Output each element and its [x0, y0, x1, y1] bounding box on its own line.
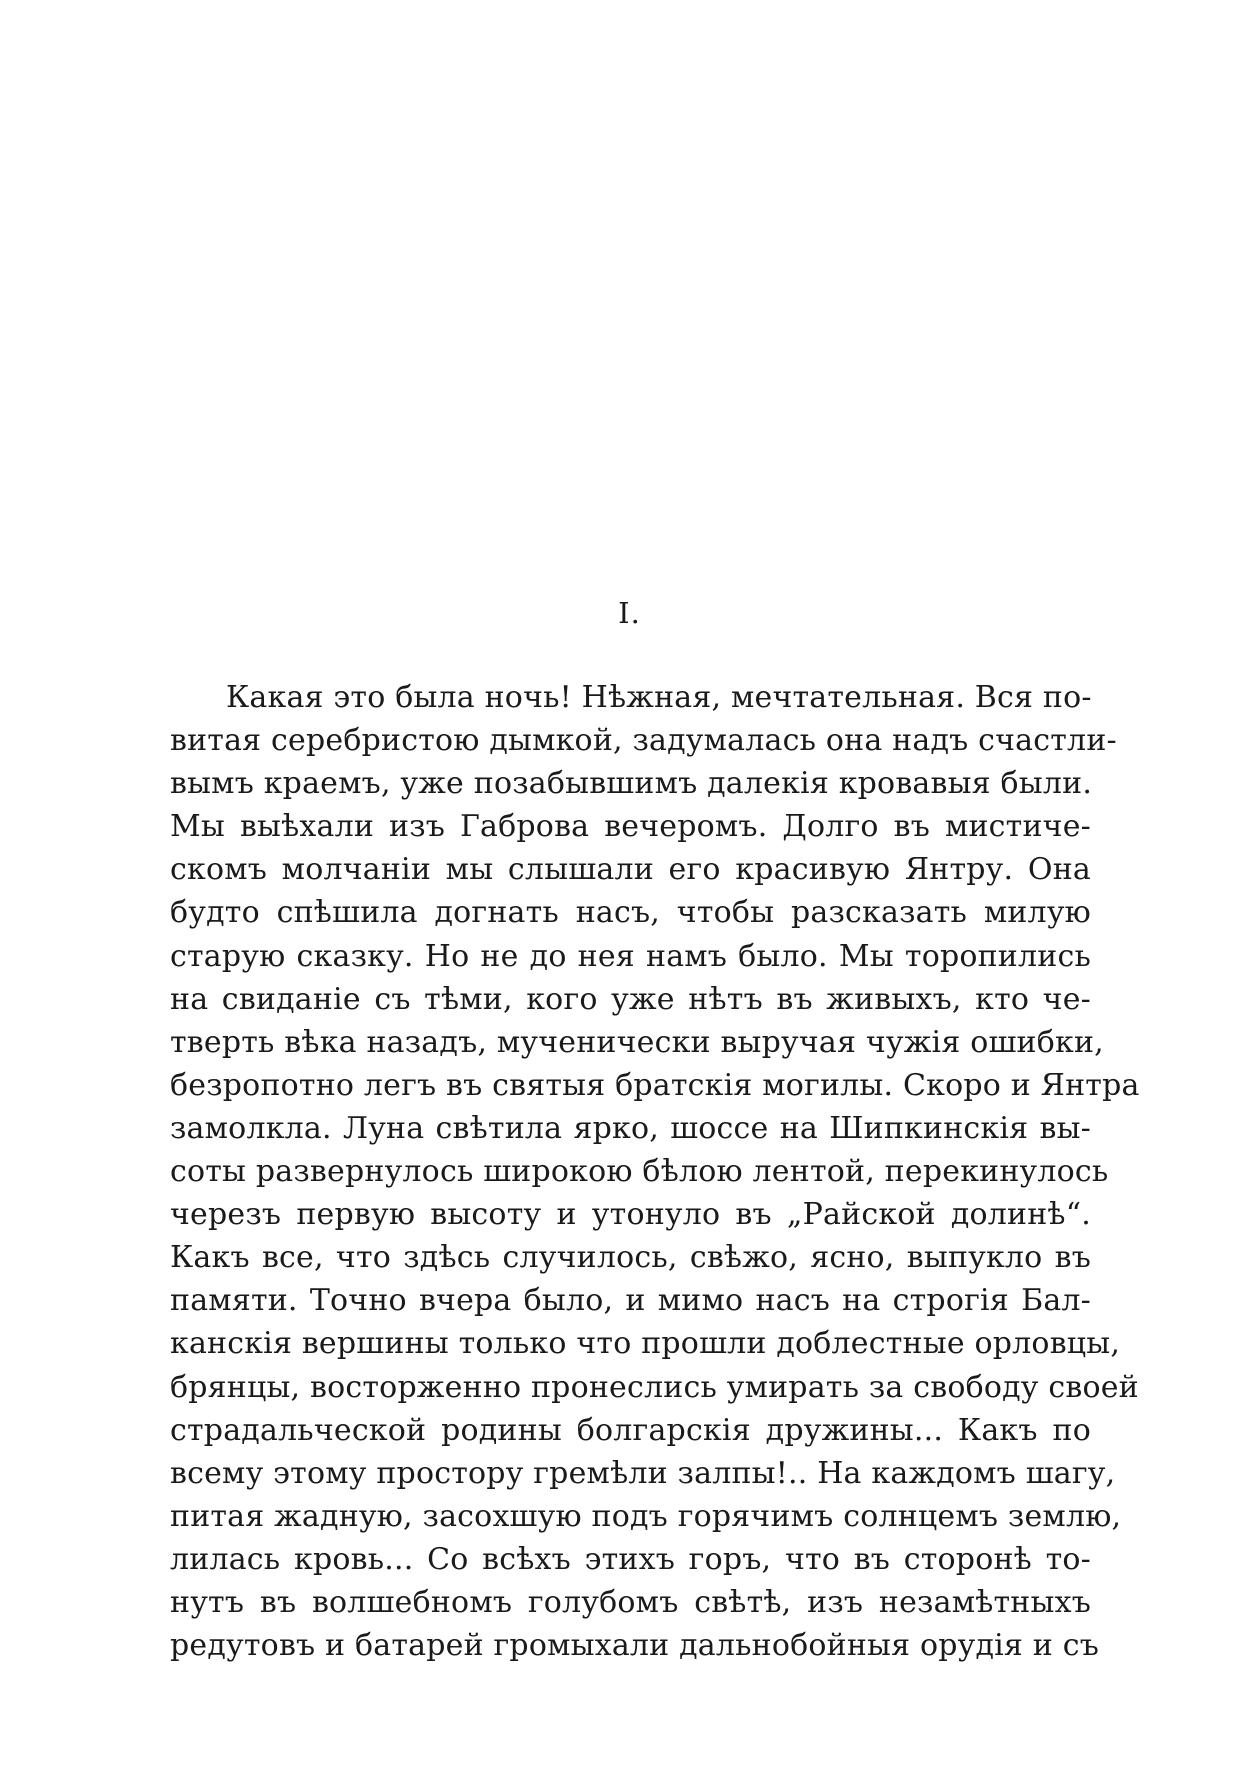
text-line: безропотно легъ въ святыя братскія могилы. Скоро и Янтра [170, 1067, 1140, 1103]
text-line: страдальческой родины болгарскія дружины... Какъ по [170, 1412, 1091, 1448]
text-line: соты развернулось широкою бѣлою лентой, перекинулось [170, 1154, 1109, 1190]
text-line: лилась кровь... Со всѣхъ этихъ горъ, что въ сторонѣ то- [170, 1541, 1091, 1577]
text-line: Мы выѣхали изъ Габрова вечеромъ. Долго въ мистиче- [170, 809, 1091, 845]
text-line: на свиданіе съ тѣми, кого уже нѣтъ въ живыхъ, кто че- [170, 981, 1091, 1017]
text-line: нутъ въ волшебномъ голубомъ свѣтѣ, изъ незамѣтныхъ [170, 1584, 1091, 1620]
text-line: Какъ все, что здѣсь случилось, свѣжо, ясно, выпукло въ [170, 1240, 1091, 1276]
text-line: памяти. Точно вчера было, и мимо насъ на строгія Бал- [170, 1283, 1091, 1319]
text-line: будто спѣшила догнать насъ, чтобы разсказать милую [170, 895, 1091, 931]
text-line: скомъ молчаніи мы слышали его красивую Янтру. Она [170, 852, 1091, 888]
body-text [170, 676, 1140, 1667]
text-line: витая серебристою дымкой, задумалась она надъ счастли- [170, 723, 1117, 759]
text-line: черезъ первую высоту и утонуло въ „Райской долинѣ“. [170, 1197, 1091, 1233]
text-line: тверть вѣка назадъ, мученически выручая чужія ошибки, [170, 1024, 1104, 1060]
text-line: редутовъ и батарей громыхали дальнобойныя орудія и съ [170, 1628, 1100, 1664]
text-line: питая жадную, засохшую подъ горячимъ солнцемъ землю, [170, 1498, 1122, 1534]
text-line: брянцы, восторженно пронеслись умирать за свободу своей [170, 1369, 1139, 1405]
text-line: Какая это была ночь! Нѣжная, мечтательная. Вся по- [226, 680, 1092, 715]
chapter-number: I. [618, 596, 641, 630]
text-line: старую сказку. Но не до нея намъ было. Мы торопились [170, 938, 1091, 974]
text-line: вымъ краемъ, уже позабывшимъ далекія кровавыя были. [170, 766, 1093, 802]
text-line: замолкла. Луна свѣтила ярко, шоссе на Шипкинскія вы- [170, 1110, 1091, 1146]
text-line: канскія вершины только что прошли доблестные орловцы, [170, 1326, 1121, 1362]
text-line: всему этому простору гремѣли залпы!.. На каждомъ шагу, [170, 1455, 1116, 1491]
